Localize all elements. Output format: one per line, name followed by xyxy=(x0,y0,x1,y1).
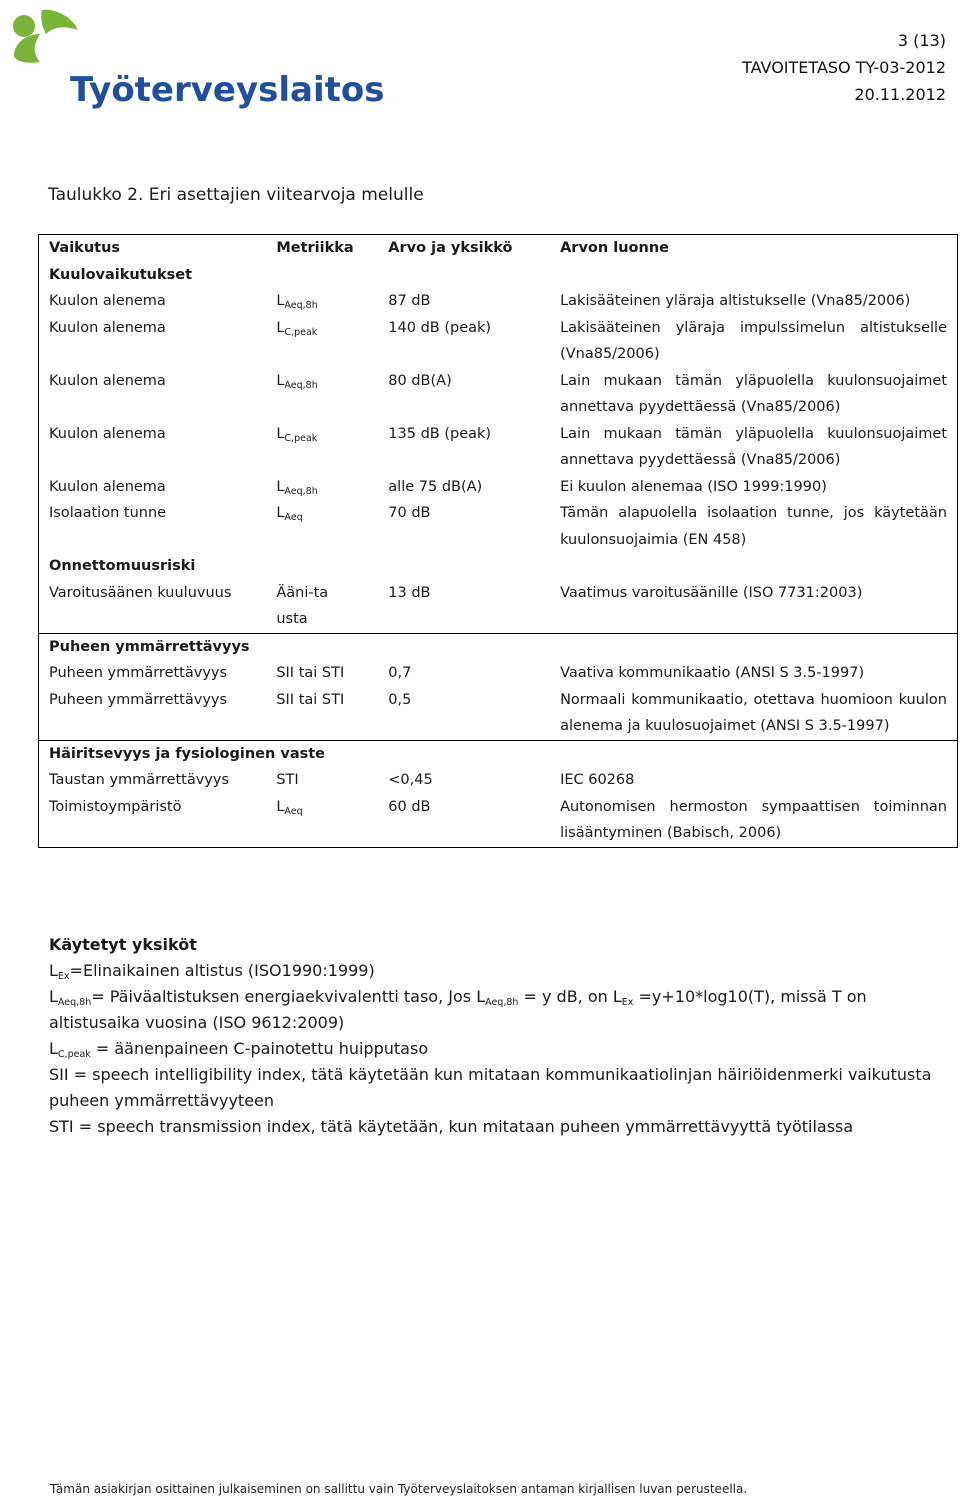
table-caption: Taulukko 2. Eri asettajien viitearvoja melulle xyxy=(48,185,424,205)
metric-main: L xyxy=(276,798,285,815)
organization-name: Työterveyslaitos xyxy=(70,70,385,110)
cell-nature: Lain mukaan tämän yläpuolella kuulonsuojaimet annettava pyydettäessä (Vna85/2006) xyxy=(560,372,947,415)
table-row xyxy=(39,660,958,687)
cell-metric xyxy=(266,288,378,315)
cell-nature: Normaali kommunikaatio, otettava huomioon kuulon alenema ja kuulosuojaimet (ANSI S 3.5-1997) xyxy=(560,691,947,734)
cell-nature: Ei kuulon alenemaa (ISO 1999:1990) xyxy=(560,478,827,495)
cell-nature: Lakisääteinen yläraja altistukselle (Vna85/2006) xyxy=(560,293,911,309)
cell-effect: Kuulon alenema xyxy=(49,319,166,336)
section-disturb: Häiritsevyys ja fysiologinen vaste xyxy=(49,745,326,762)
cell-nature: Vaativa kommunikaatio (ANSI S 3.5-1997) xyxy=(560,665,865,681)
cell-metric xyxy=(266,474,378,501)
cell-value: 87 dB xyxy=(388,293,431,309)
cell-effect: Kuulon alenema xyxy=(49,293,166,309)
table-row xyxy=(39,687,958,741)
table-row xyxy=(39,315,958,368)
metric-sub: Aeq xyxy=(284,512,303,523)
cell-effect: Toimistoympäristö xyxy=(49,798,182,815)
unit-laeq: $L_{Aeq,8h}=$ Päiväaltistuksen energiaekvivalentti taso, Jos $L_{Aeq,8h} = y$ dB, on $L_{Ex} =y+10*\log 10(T)$, missä T on altistusaika vuosina (ISO 9612:2009) xyxy=(49,987,867,1032)
cell-metric xyxy=(266,315,378,368)
cell-metric xyxy=(266,794,378,848)
cell-effect: Taustan ymmärrettävyys xyxy=(49,772,229,788)
unit-text: =Elinaikainen altistus (ISO1990:1999) xyxy=(69,961,375,980)
metric-main: L xyxy=(276,293,285,309)
unit-text: =y+10*log10(T), missä T on altistusaika vuosina (ISO 9612:2009) xyxy=(49,987,867,1032)
document-code: TAVOITETASO TY-03-2012 xyxy=(742,58,946,77)
cell-value: 60 dB xyxy=(388,798,431,815)
unit-sti: STI = speech transmission index, tätä käytetään, kun mitataan puheen ymmärrettävyyttä työtilassa xyxy=(49,1117,854,1136)
table-row xyxy=(39,368,958,421)
section-row xyxy=(39,633,958,660)
table-row xyxy=(39,794,958,848)
metric-sub: Aeq,8h xyxy=(284,485,318,497)
footer-notice: Tämän asiakirjan osittainen julkaiseminen on sallittu vain Työterveyslaitoksen antaman kirjallisen luvan perusteella. xyxy=(50,1482,748,1496)
cell-value: <0,45 xyxy=(388,772,433,788)
table-row xyxy=(39,767,958,794)
cell-metric xyxy=(266,421,378,474)
unit-sub: Aeq,8h xyxy=(485,997,519,1008)
section-row xyxy=(39,262,958,289)
cell-metric xyxy=(266,500,378,553)
metric-sub: C,peak xyxy=(284,326,318,338)
cell-metric: STI xyxy=(276,772,299,788)
cell-value: 0,5 xyxy=(388,691,412,708)
header-nature: Arvon luonne xyxy=(560,240,669,256)
cell-metric xyxy=(266,368,378,421)
table-row xyxy=(39,421,958,474)
cell-effect: Puheen ymmärrettävyys xyxy=(49,665,228,681)
cell-value: 135 dB (peak) xyxy=(388,425,492,442)
organization-logo xyxy=(6,4,385,114)
unit-lcpeak: $L_{C,peak}$ = äänenpaineen C-painotettu huipputaso xyxy=(49,1039,429,1060)
cell-value: 140 dB (peak) xyxy=(388,319,492,336)
cell-nature: Lain mukaan tämän yläpuolella kuulonsuojaimet annettava pyydettäessä (Vna85/2006) xyxy=(560,425,947,468)
section-hearing: Kuulovaikutukset xyxy=(49,266,193,283)
cell-value: 80 dB(A) xyxy=(388,372,452,389)
cell-effect: Kuulon alenema xyxy=(49,372,166,389)
cell-effect: Isolaation tunne xyxy=(49,505,167,521)
metric-sub: Aeq xyxy=(284,805,303,817)
cell-value: 0,7 xyxy=(388,665,412,681)
unit-sub: Aeq,8h xyxy=(57,997,92,1008)
units-title: Käytetyt yksiköt xyxy=(49,935,197,954)
table-row xyxy=(39,288,958,315)
cell-effect: Varoitusäänen kuuluvuus xyxy=(49,584,232,601)
cell-effect: Kuulon alenema xyxy=(49,425,166,442)
unit-text: = y dB, on L xyxy=(518,987,622,1006)
unit-sub: Ex xyxy=(57,971,70,982)
metric-sub: C,peak xyxy=(284,432,318,444)
unit-text: = äänenpaineen C-painotettu huipputaso xyxy=(90,1039,429,1058)
cell-value: 70 dB xyxy=(388,505,431,521)
table-frame xyxy=(39,740,958,847)
cell-nature: Tämän alapuolella isolaation tunne, jos käytetään kuulonsuojaimia (EN 458) xyxy=(560,505,947,548)
table-frame xyxy=(39,633,958,740)
document-date: 20.11.2012 xyxy=(854,85,946,104)
cell-metric: SII tai STI xyxy=(276,665,345,681)
metric-main: Ääni-tausta xyxy=(276,584,329,627)
metric-sub: Aeq,8h xyxy=(284,300,318,311)
section-speech: Puheen ymmärrettävyys xyxy=(49,638,250,655)
metric-main: L xyxy=(276,478,285,495)
section-row xyxy=(39,740,958,767)
table-row xyxy=(39,474,958,501)
unit-sub: C,peak xyxy=(57,1049,91,1060)
header-value: Arvo ja yksikkö xyxy=(388,240,513,256)
metric-main: L xyxy=(276,319,285,336)
unit-sub: Ex xyxy=(621,997,634,1008)
table-row xyxy=(39,500,958,553)
unit-sii: SII = speech intelligibility index, tätä käytetään kun mitataan kommunikaatiolinjan häiriöidenmerki vaikutusta puheen ymmärrettävyyteen xyxy=(49,1065,932,1110)
table-row xyxy=(39,580,958,634)
cell-effect: Puheen ymmärrettävyys xyxy=(49,691,228,708)
metric-sub: Aeq,8h xyxy=(284,379,318,391)
metric-main: L xyxy=(276,505,285,521)
table-frame xyxy=(39,235,958,634)
header-metric: Metriikka xyxy=(276,240,354,256)
cell-nature: Vaatimus varoitusäänille (ISO 7731:2003) xyxy=(560,584,863,601)
cell-metric: SII tai STI xyxy=(276,691,345,708)
cell-metric xyxy=(266,580,378,634)
section-row xyxy=(39,553,958,580)
units-section xyxy=(49,932,949,1140)
page-number: 3 (13) xyxy=(897,31,946,50)
noise-reference-table xyxy=(38,234,958,848)
metric-main: L xyxy=(276,425,285,442)
metric-main: L xyxy=(276,372,285,389)
cell-nature: Autonomisen hermoston sympaattisen toiminnan lisääntyminen (Babisch, 2006) xyxy=(560,798,947,841)
section-accident: Onnettomuusriski xyxy=(49,558,196,574)
header-effect: Vaikutus xyxy=(49,240,121,256)
unit-text: = Päiväaltistuksen energiaekvivalentti taso, Jos L xyxy=(91,987,486,1006)
cell-nature: IEC 60268 xyxy=(560,772,635,788)
table-header-row xyxy=(39,235,958,262)
cell-effect: Kuulon alenema xyxy=(49,478,166,495)
cell-value: alle 75 dB(A) xyxy=(388,478,483,495)
cell-nature: Lakisääteinen yläraja impulssimelun altistukselle (Vna85/2006) xyxy=(560,319,947,362)
unit-lex: $L_{Ex}=Elinaikainen$ altistus (ISO1990:1999) xyxy=(49,961,375,982)
cell-value: 13 dB xyxy=(388,584,431,601)
